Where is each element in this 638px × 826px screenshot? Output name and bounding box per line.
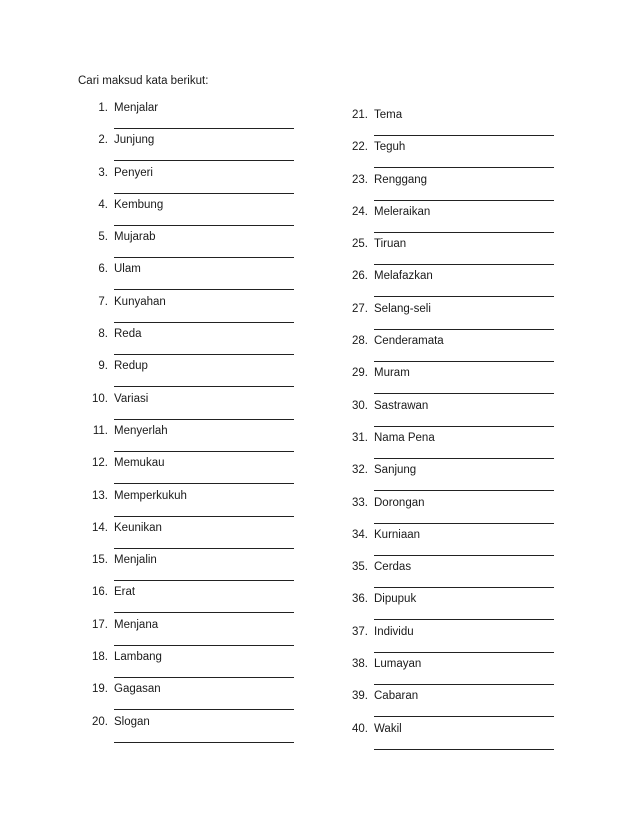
- question-word: Redup: [114, 360, 148, 373]
- answer-line: [114, 580, 294, 581]
- answer-line: [114, 419, 294, 420]
- question-item: [344, 689, 564, 721]
- question-item: [84, 101, 304, 133]
- question-word: Penyeri: [114, 166, 153, 179]
- question-number: 22.: [352, 141, 368, 154]
- answer-line: [114, 677, 294, 678]
- question-number: 7.: [98, 295, 108, 308]
- question-word: Junjung: [114, 134, 155, 147]
- question-number: 4.: [98, 198, 108, 211]
- question-number: 15.: [92, 554, 108, 567]
- question-item: [84, 359, 304, 391]
- answer-line: [114, 322, 294, 323]
- question-item: [84, 715, 304, 747]
- question-number: 28.: [352, 335, 368, 348]
- answer-line: [114, 160, 294, 161]
- question-word: Keunikan: [114, 521, 162, 534]
- answer-line: [374, 135, 554, 136]
- question-number: 12.: [92, 457, 108, 470]
- question-item: [84, 553, 304, 585]
- answer-line: [374, 652, 554, 653]
- question-number: 9.: [98, 360, 108, 373]
- question-number: 31.: [352, 431, 368, 444]
- question-word: Menyerlah: [114, 424, 168, 437]
- answer-line: [374, 167, 554, 168]
- instruction-text: Cari maksud kata berikut:: [78, 75, 209, 87]
- question-number: 2.: [98, 134, 108, 147]
- question-number: 33.: [352, 496, 368, 509]
- question-number: 8.: [98, 328, 108, 341]
- question-word: Dipupuk: [374, 593, 417, 606]
- question-word: Cenderamata: [374, 335, 444, 348]
- question-number: 18.: [92, 651, 108, 664]
- answer-line: [374, 232, 554, 233]
- question-word: Nama Pena: [374, 431, 435, 444]
- answer-line: [114, 386, 294, 387]
- answer-line: [374, 555, 554, 556]
- question-number: 1.: [98, 102, 108, 114]
- question-item: [344, 722, 564, 754]
- question-word: Muram: [374, 367, 410, 380]
- question-number: 32.: [352, 464, 368, 477]
- question-word: Wakil: [374, 722, 402, 735]
- question-item: [84, 262, 304, 294]
- answer-line: [374, 523, 554, 524]
- answer-line: [114, 354, 294, 355]
- question-item: [344, 205, 564, 237]
- question-word: Mujarab: [114, 231, 156, 244]
- question-word: Variasi: [114, 392, 149, 405]
- question-word: Reda: [114, 328, 142, 341]
- answer-line: [374, 329, 554, 330]
- question-number: 21.: [352, 109, 368, 121]
- question-item: [344, 140, 564, 172]
- question-item: [344, 302, 564, 334]
- question-item: [344, 592, 564, 624]
- question-item: [84, 521, 304, 553]
- question-word: Gagasan: [114, 683, 161, 696]
- question-word: Meleraikan: [374, 205, 431, 218]
- question-number: 20.: [92, 715, 108, 728]
- answer-line: [374, 361, 554, 362]
- answer-line: [114, 289, 294, 290]
- question-number: 17.: [92, 618, 108, 631]
- question-word: Cabaran: [374, 690, 419, 703]
- question-item: [84, 682, 304, 714]
- answer-line: [114, 612, 294, 613]
- question-number: 24.: [352, 205, 368, 218]
- question-number: 23.: [352, 173, 368, 186]
- question-item: [344, 237, 564, 269]
- question-word: Menjalin: [114, 554, 157, 567]
- question-number: 19.: [92, 683, 108, 696]
- question-word: Kunyahan: [114, 295, 166, 308]
- question-number: 10.: [92, 392, 108, 405]
- question-word: Menjalar: [114, 102, 159, 114]
- question-number: 35.: [352, 561, 368, 574]
- answer-line: [374, 296, 554, 297]
- question-word: Tiruan: [374, 238, 407, 251]
- question-item: [344, 399, 564, 431]
- question-word: Lambang: [114, 651, 162, 664]
- question-word: Memperkukuh: [114, 489, 187, 502]
- question-number: 34.: [352, 528, 368, 541]
- answer-line: [374, 393, 554, 394]
- answer-line: [114, 225, 294, 226]
- answer-line: [374, 684, 554, 685]
- question-item: [344, 431, 564, 463]
- question-number: 26.: [352, 270, 368, 283]
- question-word: Menjana: [114, 618, 159, 631]
- answer-line: [374, 490, 554, 491]
- question-item: [84, 585, 304, 617]
- answer-line: [114, 548, 294, 549]
- answer-line: [114, 742, 294, 743]
- answer-line: [374, 264, 554, 265]
- question-word: Cerdas: [374, 561, 412, 574]
- answer-line: [114, 709, 294, 710]
- question-item: [84, 295, 304, 327]
- answer-line: [374, 619, 554, 620]
- question-number: 36.: [352, 593, 368, 606]
- answer-line: [114, 451, 294, 452]
- answer-line: [114, 193, 294, 194]
- question-number: 5.: [98, 231, 108, 244]
- question-word: Teguh: [374, 141, 406, 154]
- question-word: Lumayan: [374, 658, 422, 671]
- question-item: [344, 657, 564, 689]
- question-item: [84, 456, 304, 488]
- question-number: 16.: [92, 586, 108, 599]
- right-question-column: [344, 108, 564, 754]
- question-item: [344, 463, 564, 495]
- question-number: 30.: [352, 399, 368, 412]
- question-item: [84, 650, 304, 682]
- question-number: 29.: [352, 367, 368, 380]
- question-item: [344, 334, 564, 366]
- question-item: [344, 528, 564, 560]
- question-item: [84, 327, 304, 359]
- question-word: Ulam: [114, 263, 141, 276]
- question-item: [344, 366, 564, 398]
- question-word: Individu: [374, 625, 414, 638]
- question-number: 37.: [352, 625, 368, 638]
- question-word: Erat: [114, 586, 136, 599]
- answer-line: [114, 645, 294, 646]
- question-item: [84, 230, 304, 262]
- question-word: Tema: [374, 109, 403, 121]
- question-item: [84, 166, 304, 198]
- question-number: 11.: [92, 424, 108, 437]
- question-item: [344, 496, 564, 528]
- answer-line: [374, 749, 554, 750]
- question-number: 27.: [352, 302, 368, 315]
- question-item: [344, 269, 564, 301]
- question-word: Sanjung: [374, 464, 417, 477]
- question-word: Renggang: [374, 173, 428, 186]
- question-number: 25.: [352, 238, 368, 251]
- question-item: [344, 560, 564, 592]
- question-item: [84, 133, 304, 165]
- question-item: [344, 173, 564, 205]
- question-item: [84, 198, 304, 230]
- question-item: [84, 489, 304, 521]
- question-number: 40.: [352, 722, 368, 735]
- question-word: Selang-seli: [374, 302, 431, 315]
- question-word: Kurniaan: [374, 528, 421, 541]
- question-item: [84, 424, 304, 456]
- answer-line: [374, 587, 554, 588]
- question-word: Melafazkan: [374, 270, 433, 283]
- answer-line: [114, 516, 294, 517]
- question-item: [344, 625, 564, 657]
- left-question-column: [84, 101, 304, 747]
- question-item: [84, 392, 304, 424]
- question-number: 13.: [92, 489, 108, 502]
- answer-line: [374, 716, 554, 717]
- answer-line: [114, 128, 294, 129]
- question-word: Memukau: [114, 457, 165, 470]
- answer-line: [114, 257, 294, 258]
- question-number: 39.: [352, 690, 368, 703]
- question-number: 3.: [98, 166, 108, 179]
- question-number: 38.: [352, 658, 368, 671]
- question-number: 6.: [98, 263, 108, 276]
- question-word: Sastrawan: [374, 399, 429, 412]
- question-word: Slogan: [114, 715, 150, 728]
- answer-line: [374, 426, 554, 427]
- question-number: 14.: [92, 521, 108, 534]
- answer-line: [374, 458, 554, 459]
- answer-line: [114, 483, 294, 484]
- question-item: [344, 108, 564, 140]
- question-word: Dorongan: [374, 496, 425, 509]
- question-word: Kembung: [114, 198, 164, 211]
- answer-line: [374, 200, 554, 201]
- question-item: [84, 618, 304, 650]
